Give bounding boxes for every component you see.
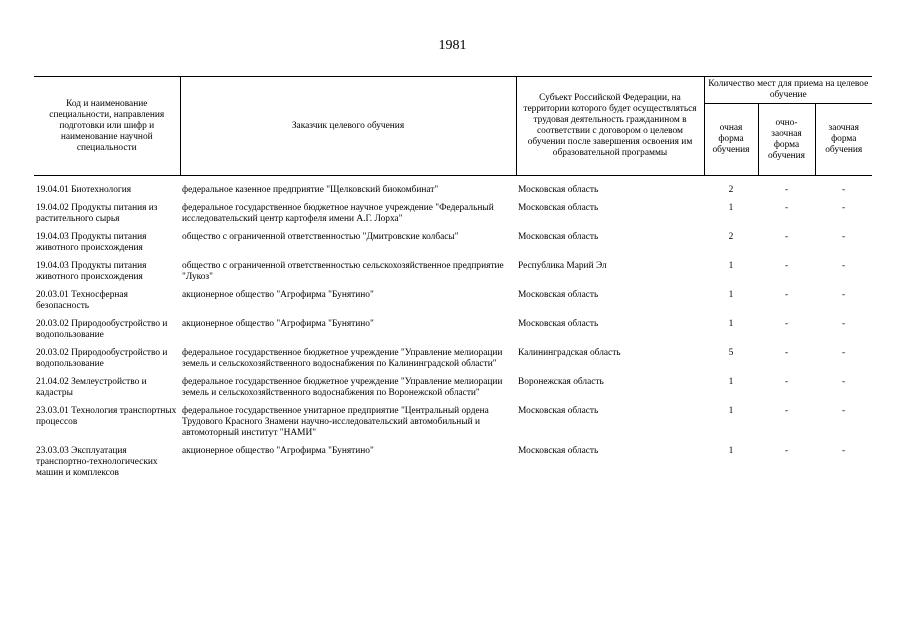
table-row — [34, 446, 872, 486]
cell-extramural: - — [841, 377, 846, 387]
cell-extramural: - — [841, 348, 846, 358]
cell-parttime: - — [784, 261, 789, 271]
cell-fulltime: 1 — [728, 406, 734, 416]
cell-customer: акционерное общество "Агрофирма "Бунятино" — [182, 290, 374, 300]
cell-code: 20.03.02 Природообустройство и водопользование — [36, 348, 168, 369]
cell-region: Московская область — [518, 185, 599, 195]
column-header-customer: Заказчик целевого обучения — [180, 77, 516, 176]
cell-customer: общество с ограниченной ответственностью сельскохозяйственное предприятие "Лукоз" — [182, 261, 504, 282]
cell-extramural: - — [841, 319, 846, 329]
cell-extramural: - — [841, 185, 846, 195]
cell-parttime: - — [784, 232, 789, 242]
table-row — [34, 261, 872, 290]
cell-customer: акционерное общество "Агрофирма "Бунятино" — [182, 319, 374, 329]
table-row — [34, 290, 872, 319]
column-header-extramural: заочная форма обучения — [815, 104, 872, 176]
cell-extramural: - — [841, 446, 846, 456]
page-number: 1981 — [438, 38, 467, 53]
cell-fulltime: 1 — [728, 377, 734, 387]
cell-code: 19.04.01 Биотехнология — [36, 185, 132, 195]
cell-customer: федеральное государственное бюджетное учреждение "Управление мелиорации земель и сельскохозяйственного водоснабжения по Воронежской области" — [182, 377, 503, 398]
cell-code: 19.04.02 Продукты питания из растительного сырья — [36, 203, 158, 224]
cell-extramural: - — [841, 406, 846, 416]
cell-customer: общество с ограниченной ответственностью "Дмитровские колбасы" — [182, 232, 459, 242]
cell-parttime: - — [784, 406, 789, 416]
cell-code: 19.04.03 Продукты питания животного происхождения — [36, 232, 147, 253]
cell-customer: федеральное государственное унитарное предприятие "Центральный ордена Трудового Красного Знамени научно-исследовательский автомобильный и автомоторный институт "НАМИ" — [182, 406, 489, 438]
cell-code: 23.03.01 Технология транспортных процессов — [36, 406, 177, 427]
cell-code: 20.03.02 Природообустройство и водопользование — [36, 319, 168, 340]
table-row — [34, 185, 872, 203]
column-header-fulltime: очная форма обучения — [704, 104, 758, 176]
table-row — [34, 377, 872, 406]
cell-parttime: - — [784, 377, 789, 387]
cell-parttime: - — [784, 319, 789, 329]
table-row — [34, 232, 872, 261]
cell-region: Московская область — [518, 203, 599, 213]
cell-customer: федеральное казенное предприятие "Щелковский биокомбинат" — [182, 185, 439, 195]
table-row — [34, 406, 872, 446]
cell-parttime: - — [784, 446, 789, 456]
cell-region: Московская область — [518, 446, 599, 456]
table-row — [34, 348, 872, 377]
column-header-places: Количество мест для приема на целевое обучение — [704, 77, 872, 104]
cell-extramural: - — [841, 261, 846, 271]
cell-fulltime: 1 — [728, 446, 734, 456]
table-row — [34, 319, 872, 348]
table-row — [34, 203, 872, 232]
cell-region: Московская область — [518, 290, 599, 300]
cell-fulltime: 2 — [728, 232, 734, 242]
column-header-region: Субъект Российской Федерации, на территории которого будет осуществляться трудовая деятельность гражданином в соответствии с договором о целевом обучении после завершения освоения им образовательной программы — [516, 77, 704, 176]
cell-region: Калининградская область — [518, 348, 621, 358]
cell-code: 19.04.03 Продукты питания животного происхождения — [36, 261, 147, 282]
cell-extramural: - — [841, 232, 846, 242]
cell-extramural: - — [841, 290, 846, 300]
target-training-table — [34, 76, 872, 486]
cell-region: Московская область — [518, 319, 599, 329]
cell-code: 21.04.02 Землеустройство и кадастры — [36, 377, 147, 398]
cell-fulltime: 5 — [728, 348, 734, 358]
cell-fulltime: 2 — [728, 185, 734, 195]
cell-region: Московская область — [518, 232, 599, 242]
cell-code: 20.03.01 Техносферная безопасность — [36, 290, 128, 311]
cell-customer: акционерное общество "Агрофирма "Бунятино" — [182, 446, 374, 456]
column-header-code: Код и наименование специальности, направления подготовки или шифр и наименование научной специальности — [34, 77, 180, 176]
cell-fulltime: 1 — [728, 290, 734, 300]
cell-code: 23.03.03 Эксплуатация транспортно-технологических машин и комплексов — [36, 446, 158, 478]
column-header-parttime: очно-заочная форма обучения — [758, 104, 815, 176]
cell-customer: федеральное государственное бюджетное учреждение "Управление мелиорации земель и сельскохозяйственного водоснабжения по Калининградской области" — [182, 348, 503, 369]
cell-fulltime: 1 — [728, 203, 734, 213]
cell-parttime: - — [784, 348, 789, 358]
cell-parttime: - — [784, 203, 789, 213]
cell-parttime: - — [784, 185, 789, 195]
cell-region: Московская область — [518, 406, 599, 416]
cell-region: Воронежская область — [518, 377, 604, 387]
cell-fulltime: 1 — [728, 261, 734, 271]
cell-region: Республика Марий Эл — [518, 261, 607, 271]
cell-parttime: - — [784, 290, 789, 300]
cell-customer: федеральное государственное бюджетное научное учреждение "Федеральный исследовательский центр картофеля имени А.Г. Лорха" — [182, 203, 494, 224]
cell-fulltime: 1 — [728, 319, 734, 329]
cell-extramural: - — [841, 203, 846, 213]
